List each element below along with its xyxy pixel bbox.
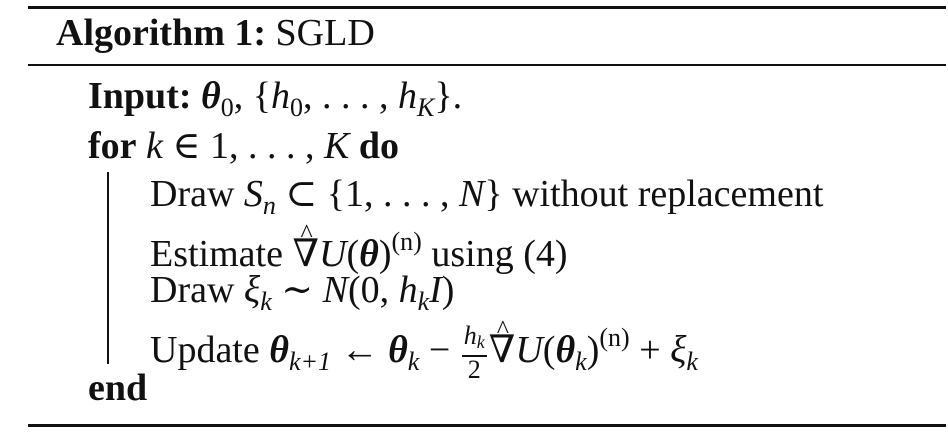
- loop-body-bar: [107, 172, 109, 364]
- normal-h-subscript: k: [417, 287, 430, 316]
- loop-range: ∈ 1, . . . ,: [162, 125, 325, 167]
- dots: , . . . ,: [302, 75, 398, 117]
- xi-symbol: ξ: [243, 269, 261, 311]
- update-open: (: [542, 329, 556, 371]
- h0-subscript: 0: [289, 93, 303, 122]
- normal-N: N: [322, 269, 348, 311]
- xi-subscript: k: [260, 287, 272, 316]
- batch-close: }: [484, 173, 503, 215]
- algorithm-caption: [56, 11, 375, 55]
- estimate-verb: Estimate: [150, 233, 293, 275]
- theta-symbol: θ: [201, 75, 221, 117]
- set-open: , {: [233, 75, 271, 117]
- end-keyword: end: [88, 367, 148, 409]
- estimate-superscript: (n): [391, 227, 422, 256]
- update-lhs-theta: θ: [269, 329, 289, 371]
- update-close: ): [586, 329, 600, 371]
- draw-batch-verb: Draw: [150, 173, 244, 215]
- update-minus: −: [419, 329, 460, 371]
- estimate-close: ): [378, 233, 392, 275]
- update-xi-subscript: k: [686, 347, 698, 376]
- update-nabla: ∇: [488, 329, 516, 371]
- fraction-h: h: [463, 321, 477, 351]
- normal-args-open: (0,: [347, 269, 399, 311]
- bottom-rule: [28, 424, 946, 427]
- end-line: [88, 366, 147, 410]
- estimate-open: (: [346, 233, 360, 275]
- update-superscript: (n): [599, 323, 630, 352]
- update-nabla-hat: [489, 328, 516, 372]
- update-verb: Update: [150, 329, 270, 371]
- for-keyword: for: [88, 125, 137, 167]
- algorithm-name: SGLD: [275, 12, 375, 54]
- algorithm-label: Algorithm 1:: [56, 12, 267, 54]
- batch-N: N: [459, 173, 485, 215]
- update-arrow: ←: [331, 329, 389, 371]
- input-keyword: Input:: [88, 75, 192, 117]
- update-inner-theta: θ: [555, 329, 576, 371]
- sim-symbol: ∼: [271, 269, 323, 311]
- step-update: [150, 316, 698, 384]
- caption-rule: [28, 64, 946, 66]
- update-inner-subscript: k: [575, 347, 587, 376]
- loop-variable: k: [146, 125, 163, 167]
- nabla-symbol: ∇: [292, 233, 320, 275]
- estimate-suffix: using (4): [421, 233, 568, 275]
- update-xi: ξ: [670, 329, 687, 371]
- update-lhs-subscript: k+1: [288, 347, 332, 376]
- for-line: [88, 124, 399, 168]
- fraction-denominator: 2: [467, 355, 481, 385]
- h0-symbol: h: [270, 75, 290, 117]
- U-symbol: U: [319, 233, 347, 275]
- set-close: }.: [434, 75, 463, 117]
- update-rhs-theta: θ: [388, 329, 408, 371]
- loop-upper: K: [324, 125, 350, 167]
- batch-set-symbol: S: [243, 173, 263, 215]
- do-keyword: do: [358, 125, 400, 167]
- batch-subset: ⊂ {1, . . . ,: [275, 173, 459, 215]
- hK-subscript: K: [416, 93, 435, 122]
- update-U: U: [515, 329, 543, 371]
- fraction-numerator: [462, 323, 487, 357]
- normal-h: h: [398, 269, 418, 311]
- update-plus: +: [629, 329, 671, 371]
- batch-set-subscript: n: [262, 191, 276, 220]
- fraction-h-subscript: k: [476, 332, 485, 353]
- top-rule: [28, 6, 946, 9]
- draw-noise-verb: Draw: [150, 269, 244, 311]
- update-rhs-subscript: k: [407, 347, 420, 376]
- step-size-fraction: [462, 323, 487, 383]
- identity-I: I: [429, 269, 442, 311]
- theta-subscript: 0: [220, 93, 234, 122]
- input-line: [88, 74, 462, 130]
- batch-suffix: without replacement: [502, 173, 824, 215]
- normal-args-close: ): [441, 269, 455, 311]
- estimate-theta: θ: [359, 233, 379, 275]
- hK-symbol: h: [397, 75, 417, 117]
